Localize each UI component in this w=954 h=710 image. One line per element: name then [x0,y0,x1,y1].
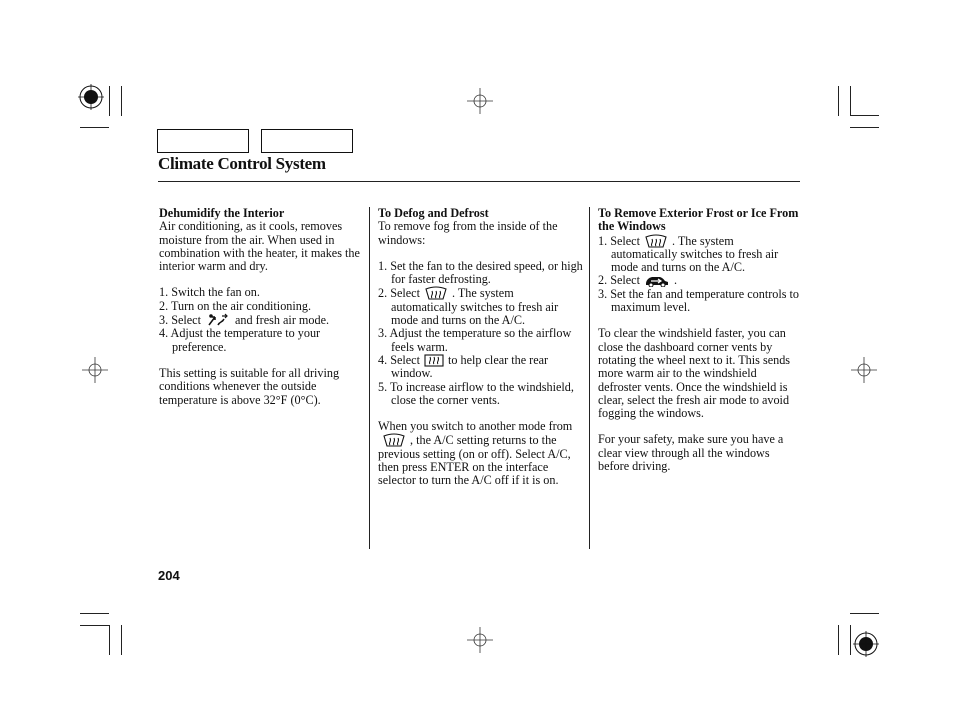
registration-target-icon [853,631,879,657]
list-item-text: 2. Select [378,286,420,301]
column-defog [378,207,583,488]
list-item [378,354,583,381]
fresh-air-mode-icon [644,274,670,287]
paragraph-text: When you switch to another mode from [378,419,573,434]
paragraph: To remove fog from the inside of the windows: [378,219,558,247]
registration-target-icon [78,84,104,110]
list-item [598,234,801,275]
list-item: 5. To increase airflow to the windshield, close the corner vents. [378,379,574,407]
list-item [378,286,583,327]
list-item-text: . The system automatically switches to fresh air mode and turns on the A/C. [391,286,559,328]
list-item: 1. Switch the fan on. [159,285,260,300]
section-heading: To Defog and Defrost [378,206,489,220]
list-item-text: to help clear the rear window. [391,352,549,381]
crosshair-icon [82,357,108,383]
crosshair-icon [467,627,493,653]
list-item [598,274,801,287]
list-item-text: 4. Select [378,352,420,367]
column-divider [369,207,370,549]
windshield-defrost-icon [644,234,668,248]
paragraph: To clear the windshield faster, you can close the dashboard corner vents by rotating the wheel next to it. This sends more warm air to the windshield defroster vents. Once the windshield is clear, select the fresh air mode to avoid fogging the windows. [598,326,791,421]
paragraph: This setting is suitable for all driving conditions whenever the outside temperature is above 32°F (0°C). [159,365,340,407]
page-number: 204 [158,568,180,583]
list-item [159,313,363,327]
section-heading: Dehumidify the Interior [159,206,285,220]
section-heading: To Remove Exterior Frost or Ice From the Windows [598,206,799,234]
section-tab-1 [157,129,249,153]
paragraph: For your safety, make sure you have a clear view through all the windows before driving. [598,432,784,474]
crosshair-icon [851,357,877,383]
column-dehumidify [159,207,363,407]
paragraph [378,420,583,487]
section-tab-2 [261,129,353,153]
list-item-text: . The system automatically switches to fresh air mode and turns on the A/C. [611,233,779,275]
floor-defrost-mode-icon [205,313,231,327]
list-item: 4. Adjust the temperature to your preference. [159,326,321,354]
list-item-text: 1. Select [598,233,640,248]
list-item: 3. Set the fan and temperature controls to maximum level. [598,286,800,315]
list-item-text: and fresh air mode. [234,313,330,328]
windshield-defrost-icon [424,286,448,300]
list-item: 2. Turn on the air conditioning. [159,298,312,313]
list-item-text: 2. Select [598,273,640,288]
list-item-text: . [673,273,678,288]
windshield-defrost-icon [382,433,406,447]
paragraph: Air conditioning, as it cools, removes moisture from the air. When used in combination with the heater, it makes the interior warm and dry. [159,219,360,274]
list-item-text: 3. Select [159,313,201,328]
list-item: 1. Set the fan to the desired speed, or high for faster defrosting. [378,258,583,287]
rear-defroster-icon [424,354,444,367]
paragraph-text: , the A/C setting returns to the previous setting (on or off). Select A/C, then press ENTER on the interface selector to turn the A/C off if it is on. [378,433,571,488]
column-divider [589,207,590,549]
page-title: Climate Control System [158,154,326,173]
title-rule [158,181,800,182]
column-exterior-frost [598,207,801,473]
list-item: 3. Adjust the temperature so the airflow feels warm. [378,326,572,354]
crosshair-icon [467,88,493,114]
